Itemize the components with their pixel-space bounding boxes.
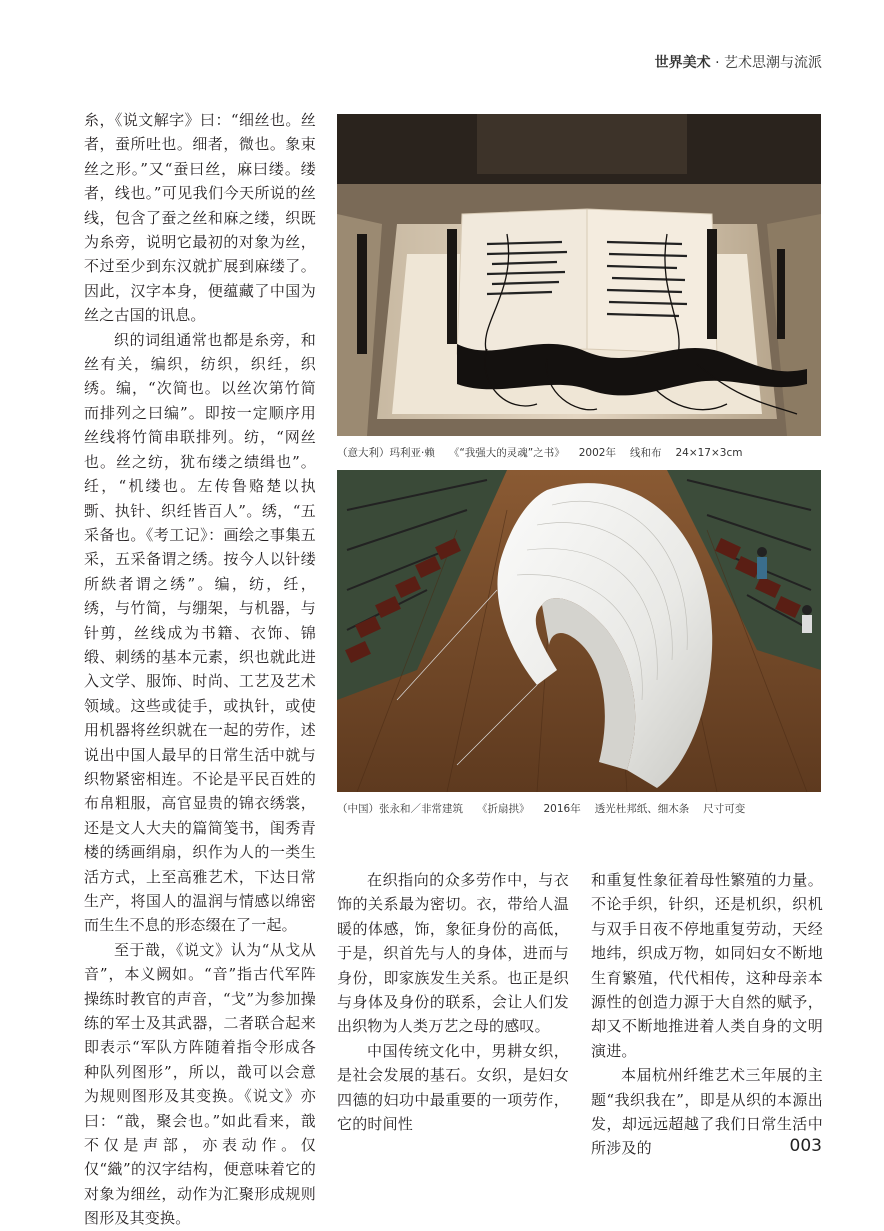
paragraph: 本届杭州纤维艺术三年展的主题“我织我在”，即是从织的本源出发，却远远超越了我们日常生活中所涉及的	[591, 1066, 823, 1158]
caption-material: 线和布	[629, 447, 662, 459]
page-number: 003	[789, 1136, 822, 1156]
figure-caption	[337, 801, 759, 816]
caption-material: 透光杜邦纸、细木条	[594, 803, 690, 815]
right-text-column	[591, 868, 823, 1161]
caption-title: 《“我强大的灵魂”之书》	[448, 447, 565, 459]
caption-size: 尺寸可变	[703, 803, 746, 815]
caption-year: 2002年	[578, 447, 616, 459]
caption-title: 《折扇拱》	[477, 803, 530, 815]
paragraph: 和重复性象征着母性繁殖的力量。不论手织，针织，还是机织，织机与双手日夜不停地重复劳动，天经地纬，织成万物，如同妇女不断地生育繁殖，代代相传，这种母亲本源性的创造力源于大自然的赋予，却又不断地推进着人类自身的文明演进。	[591, 871, 823, 1060]
caption-artist: （意大利）玛利亚·赖	[337, 447, 435, 459]
figure-caption	[337, 445, 756, 460]
paragraph: 在织指向的众多劳作中，与衣饰的关系最为密切。衣，带给人温暖的体感，饰，象征身份的高低，于是，织首先与人的身体，进而与身份，即家族发生关系。也正是织与身体及身份的联系，会让人们发出织物为人类万艺之母的感叹。	[337, 871, 569, 1036]
caption-year: 2016年	[543, 803, 581, 815]
running-header	[655, 52, 822, 72]
paragraph: 中国传统文化中，男耕女织，是社会发展的基石。女织，是妇女四德的妇功中最重要的一项劳作，它的时间性	[337, 1041, 569, 1134]
paragraph: 至于戠，《说文》认为“从戈从音”，本义阙如。“音”指古代军阵操练时教官的声音，“戈”为参加操练的军士及其武器，二者联合起来即表示“军队方阵随着指令形成各种队列图形”，所以，戠可以会意为规则图形及其变换。《说文》亦曰：“戠，聚会也。”如此看来，戠不仅是声部，亦表动作。仅仅“織”的汉字结构，便意味着它的对象为细丝，动作为汇聚形成规则图形及其变换。	[84, 940, 316, 1228]
caption-artist: （中国）张永和／非常建筑	[337, 803, 463, 815]
middle-text-column	[337, 868, 569, 1136]
paragraph: 织的词组通常也都是糸旁，和丝有关，编织，纺织，织纴，织绣。编，“次简也。以丝次第竹简而排列之曰编”。即按一定顺序用丝线将竹简串联排列。纺，“网丝也。丝之纺，犹布缕之绩缉也”。纴，“机缕也。左传鲁赂楚以执斲、执针、织纴皆百人”。绣，“五采备也。《考工记》：画绘之事集五采，五采备谓之绣。按今人以针缕所紩者谓之绣”。编，纺，纴，绣，与竹简，与绷架，与机器，与针剪，丝线成为书籍、衣饰、锦缎、刺绣的基本元素，织也就此进入文学、服饰、时尚、工艺及艺术领域。这些或徒手，或执针，或使用机器将丝织就在一起的劳作，述说出中国人最早的日常生活中就与织物紧密相连。不论是平民百姓的布帛粗服，高官显贵的锦衣绣裳，还是文人大夫的篇简笺书，闺秀青楼的绣画绢扇，织作为人的一类生活方式，上至高雅艺术，下达日常生产，将国人的温润与情感以绵密而生生不息的形态缀在了一起。	[84, 330, 316, 935]
caption-size: 24×17×3cm	[675, 447, 743, 459]
artwork-photo-arch	[337, 470, 821, 792]
paragraph: 糸，《说文解字》曰：“细丝也。丝者，蚕所吐也。细者，微也。象束丝之形。”又“蚕曰丝，麻曰缕。缕者，线也。”可见我们今天所说的丝线，包含了蚕之丝和麻之缕，织既为糸旁，说明它最初的对象为丝，不过至少到东汉就扩展到麻缕了。因此，汉字本身，便蕴藏了中国为丝之古国的讯息。	[84, 111, 316, 325]
artwork-photo-book	[337, 114, 821, 436]
magazine-name: 世界美术	[654, 55, 711, 71]
section-name: 艺术思潮与流派	[724, 55, 822, 71]
header-separator: ·	[710, 55, 724, 71]
left-text-column	[84, 108, 316, 1231]
